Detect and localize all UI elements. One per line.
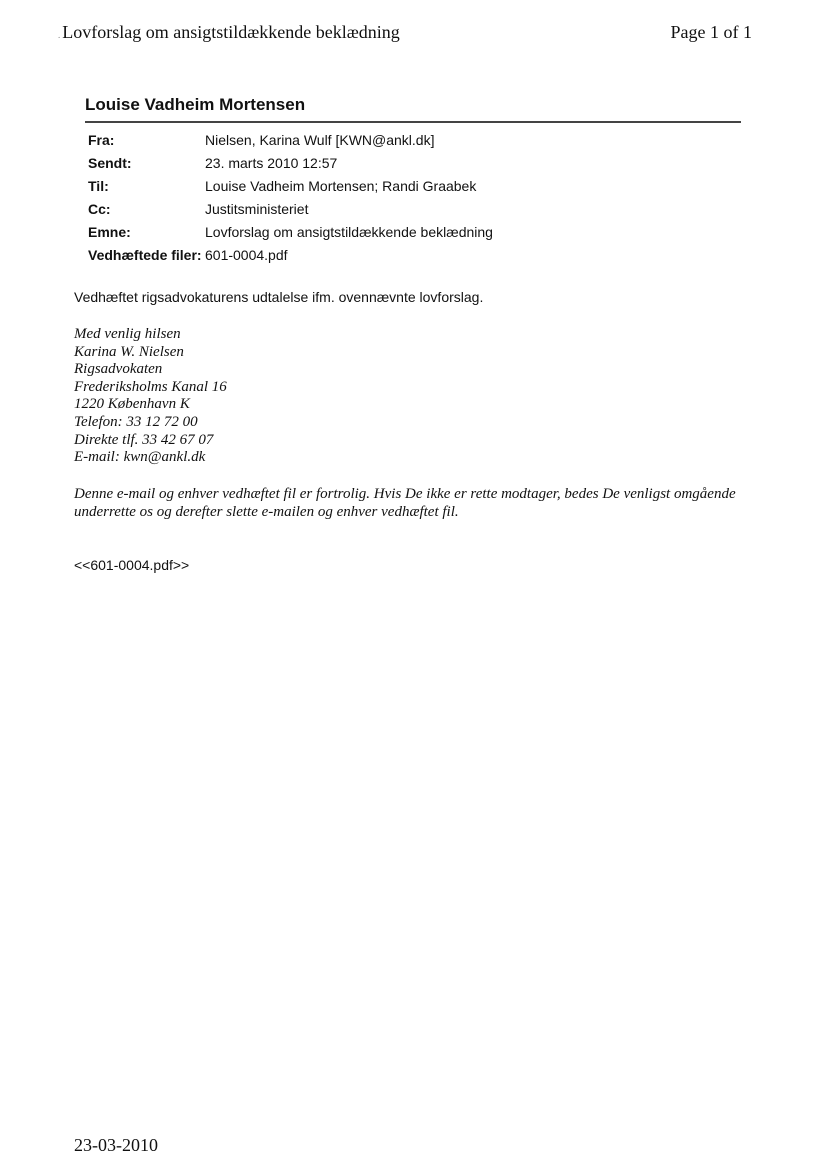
print-header-title: Lovforslag om ansigtstildækkende beklædning — [62, 22, 400, 42]
field-row-cc — [88, 201, 493, 224]
field-label: Emne: — [88, 224, 131, 240]
field-row-subject — [88, 224, 493, 247]
field-label: Til: — [88, 178, 109, 194]
attachment-reference: <<601-0004.pdf>> — [74, 557, 190, 573]
print-header-title-wrap — [58, 22, 400, 43]
signature-block — [74, 326, 227, 467]
signature-line: Telefon: 33 12 72 00 — [74, 413, 198, 430]
email-header-fields — [88, 132, 493, 270]
field-label: Sendt: — [88, 155, 132, 171]
field-label: Fra: — [88, 132, 115, 148]
field-row-to — [88, 178, 493, 201]
footer-date: 23-03-2010 — [74, 1135, 158, 1155]
field-label: Cc: — [88, 201, 111, 217]
signature-line: 1220 København K — [74, 396, 190, 413]
field-row-sent — [88, 155, 493, 178]
signature-line: E-mail: kwn@ankl.dk — [74, 449, 206, 466]
print-header — [58, 20, 752, 46]
field-value: 601-0004.pdf — [205, 247, 288, 263]
header-divider — [85, 121, 741, 123]
field-value: Nielsen, Karina Wulf [KWN@ankl.dk] — [205, 132, 435, 148]
confidentiality-disclaimer: Denne e-mail og enhver vedhæftet fil er fortrolig. Hvis De ikke er rette modtager, bedes De venligst omgående underrette os og derefter slette e-mailen og enhver vedhæftet fil. — [74, 486, 736, 520]
scan-mark: . — [58, 30, 61, 40]
field-value: Justitsministeriet — [205, 201, 309, 217]
signature-line: Karina W. Nielsen — [74, 343, 184, 360]
field-row-attachments — [88, 247, 493, 270]
sender-heading: Louise Vadheim Mortensen — [85, 95, 306, 114]
field-label: Vedhæftede filer: — [88, 247, 202, 263]
signature-line: Med venlig hilsen — [74, 326, 181, 342]
field-value: Louise Vadheim Mortensen; Randi Graabek — [205, 178, 477, 194]
field-value: Lovforslag om ansigtstildækkende beklædning — [205, 224, 493, 240]
email-body: Vedhæftet rigsadvokaturens udtalelse ifm. ovennævnte lovforslag. — [74, 289, 484, 305]
field-row-from — [88, 132, 493, 155]
signature-line: Rigsadvokaten — [74, 361, 163, 378]
page-number: Page 1 of 1 — [670, 22, 752, 42]
field-value: 23. marts 2010 12:57 — [205, 155, 338, 171]
signature-line: Direkte tlf. 33 42 67 07 — [74, 431, 214, 448]
signature-line: Frederiksholms Kanal 16 — [74, 378, 227, 395]
